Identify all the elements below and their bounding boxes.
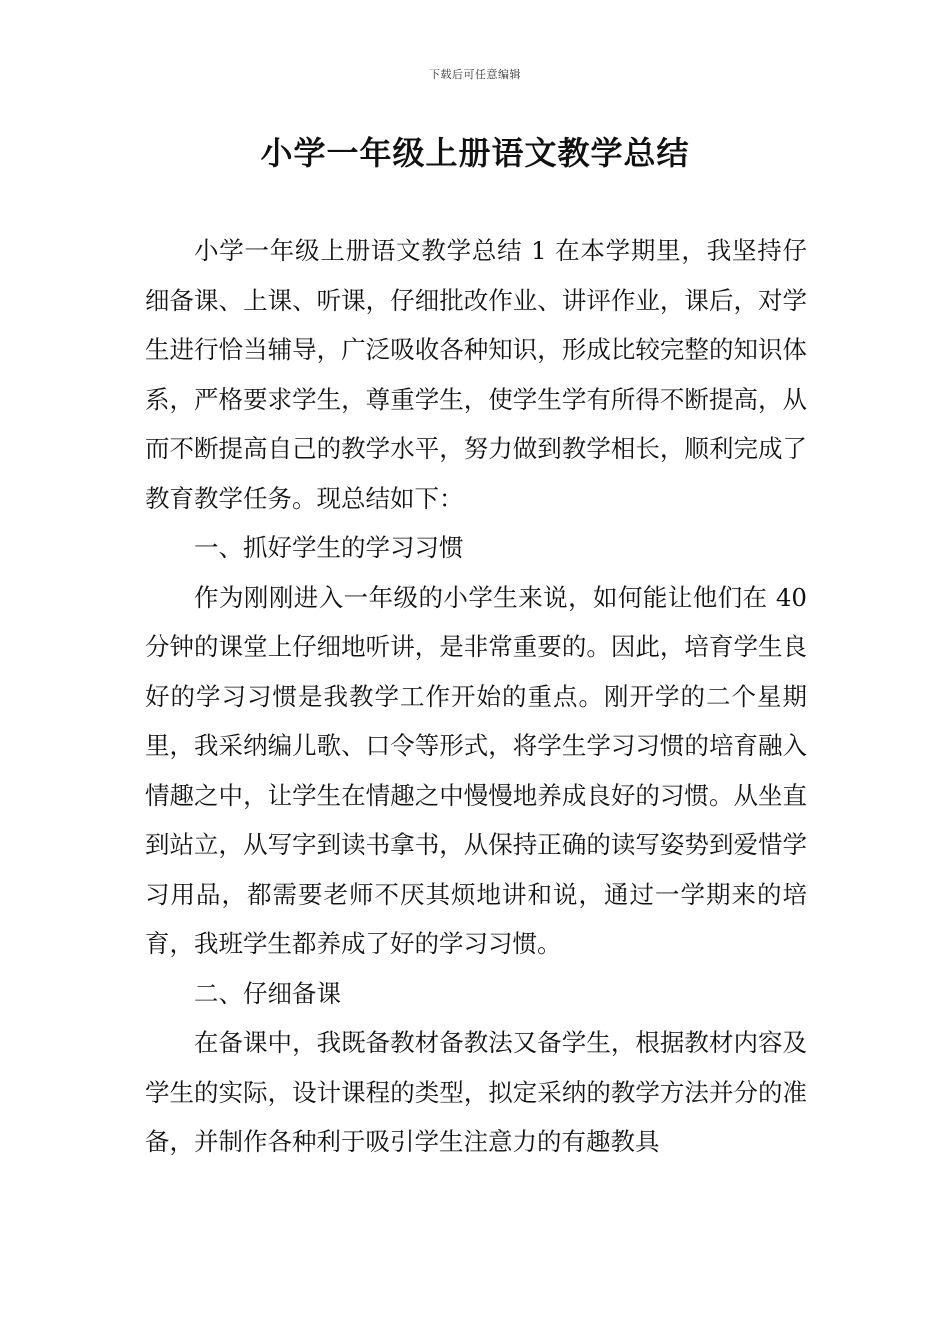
paragraph-intro: 小学一年级上册语文教学总结 1 在本学期里，我坚持仔细备课、上课、听课，仔细批改作业、讲评作业，课后，对学生进行恰当辅导，广泛吸收各种知识，形成比较完整的知识体系，严格要求学生，尊重学生，使学生学有所得不断提高，从而不断提高自己的教学水平，努力做到教学相长，顺利完成了教育教学任务。现总结如下： (145, 236, 807, 513)
document-title: 小学一年级上册语文教学总结 (260, 134, 690, 172)
section-heading-lesson-prep: 二、仔细备课 (194, 978, 341, 1008)
paragraph-habits: 作为刚刚进入一年级的小学生来说，如何能让他们在 40 分钟的课堂上仔细地听讲，是非常重要的。因此，培育学生良好的学习习惯是我教学工作开始的重点。刚开学的二个星期里，我采纳编儿歌、口令等形式，将学生学习习惯的培育融入情趣之中，让学生在情趣之中慢慢地养成良好的习惯。从坐直到站立，从写字到读书拿书，从保持正确的读写姿势到爱惜学习用品，都需要老师不厌其烦地讲和说，通过一学期来的培育，我班学生都养成了好的学习习惯。 (145, 582, 807, 958)
header-note: 下载后可任意编辑 (429, 68, 521, 81)
paragraph-lesson-prep: 在备课中，我既备教材备教法又备学生，根据教材内容及学生的实际，设计课程的类型，拟定采纳的教学方法并分的准备，并制作各种利于吸引学生注意力的有趣教具 (145, 1028, 807, 1156)
section-heading-habits: 一、抓好学生的学习习惯 (194, 533, 464, 562)
document-body (145, 226, 807, 1167)
